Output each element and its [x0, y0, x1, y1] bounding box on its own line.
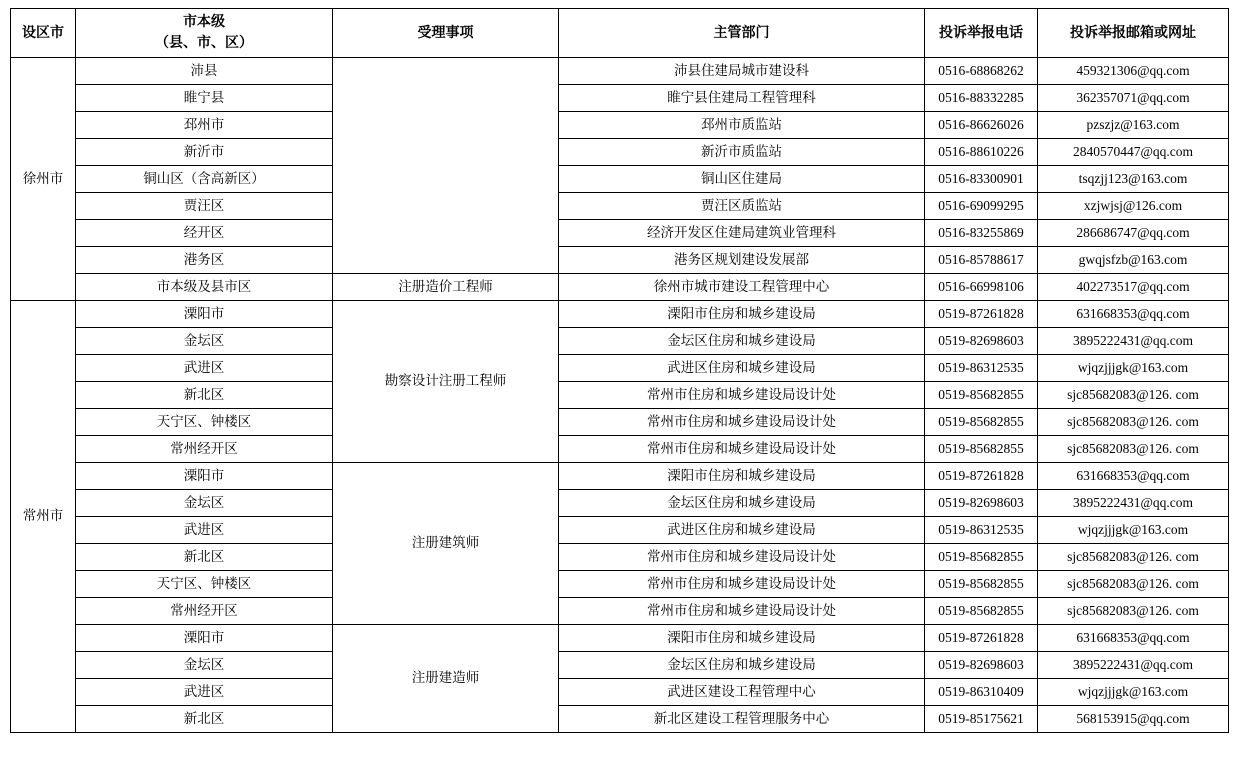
- dept-cell: 武进区住房和城乡建设局: [559, 355, 925, 382]
- email-cell: sjc85682083@126. com: [1038, 571, 1229, 598]
- matter-cell: 勘察设计注册工程师: [333, 301, 559, 463]
- area-cell: 溧阳市: [76, 625, 333, 652]
- table-row: [11, 301, 1229, 328]
- email-cell: sjc85682083@126. com: [1038, 409, 1229, 436]
- table-row: [11, 85, 1229, 112]
- dept-cell: 铜山区住建局: [559, 166, 925, 193]
- area-cell: 新沂市: [76, 139, 333, 166]
- phone-cell: 0519-85175621: [925, 706, 1038, 733]
- phone-cell: 0519-85682855: [925, 598, 1038, 625]
- city-cell-changzhou: 常州市: [11, 301, 76, 733]
- email-cell: 631668353@qq.com: [1038, 625, 1229, 652]
- dept-cell: 经济开发区住建局建筑业管理科: [559, 220, 925, 247]
- header-local-line2: （县、市、区）: [155, 36, 253, 51]
- phone-cell: 0519-85682855: [925, 544, 1038, 571]
- email-cell: gwqjsfzb@163.com: [1038, 247, 1229, 274]
- area-cell: 金坛区: [76, 490, 333, 517]
- city-cell-xuzhou: 徐州市: [11, 58, 76, 301]
- dept-cell: 武进区住房和城乡建设局: [559, 517, 925, 544]
- email-cell: sjc85682083@126. com: [1038, 598, 1229, 625]
- phone-cell: 0516-68868262: [925, 58, 1038, 85]
- email-cell: 459321306@qq.com: [1038, 58, 1229, 85]
- phone-cell: 0516-86626026: [925, 112, 1038, 139]
- dept-cell: 溧阳市住房和城乡建设局: [559, 625, 925, 652]
- dept-cell: 武进区建设工程管理中心: [559, 679, 925, 706]
- area-cell: 贾汪区: [76, 193, 333, 220]
- header-cell-matter: 受理事项: [333, 9, 559, 58]
- email-cell: wjqzjjjgk@163.com: [1038, 355, 1229, 382]
- area-cell: 沛县: [76, 58, 333, 85]
- phone-cell: 0519-82698603: [925, 328, 1038, 355]
- table-row: [11, 436, 1229, 463]
- phone-cell: 0519-87261828: [925, 301, 1038, 328]
- table-row: [11, 679, 1229, 706]
- area-cell: 武进区: [76, 679, 333, 706]
- area-cell: 金坛区: [76, 328, 333, 355]
- table-row: [11, 652, 1229, 679]
- table-row: [11, 58, 1229, 85]
- email-cell: 631668353@qq.com: [1038, 301, 1229, 328]
- dept-cell: 金坛区住房和城乡建设局: [559, 652, 925, 679]
- phone-cell: 0516-88610226: [925, 139, 1038, 166]
- email-cell: sjc85682083@126. com: [1038, 544, 1229, 571]
- phone-cell: 0519-82698603: [925, 490, 1038, 517]
- area-cell: 经开区: [76, 220, 333, 247]
- email-cell: 3895222431@qq.com: [1038, 328, 1229, 355]
- complaint-contact-table: [10, 8, 1229, 733]
- table-row: [11, 247, 1229, 274]
- table-row: [11, 274, 1229, 301]
- table-row: [11, 706, 1229, 733]
- header-row: [11, 9, 1229, 58]
- dept-cell: 常州市住房和城乡建设局设计处: [559, 409, 925, 436]
- area-cell: 天宁区、钟楼区: [76, 571, 333, 598]
- area-cell: 睢宁县: [76, 85, 333, 112]
- matter-cell: 注册建造师: [333, 625, 559, 733]
- area-cell: 武进区: [76, 517, 333, 544]
- header-cell-phone: 投诉举报电话: [925, 9, 1038, 58]
- phone-cell: 0516-85788617: [925, 247, 1038, 274]
- area-cell: 金坛区: [76, 652, 333, 679]
- table-row: [11, 166, 1229, 193]
- area-cell: 市本级及县市区: [76, 274, 333, 301]
- dept-cell: 港务区规划建设发展部: [559, 247, 925, 274]
- email-cell: 3895222431@qq.com: [1038, 490, 1229, 517]
- matter-cell: 注册造价工程师: [333, 274, 559, 301]
- table-row: [11, 517, 1229, 544]
- dept-cell: 溧阳市住房和城乡建设局: [559, 301, 925, 328]
- header-cell-department: 主管部门: [559, 9, 925, 58]
- email-cell: 286686747@qq.com: [1038, 220, 1229, 247]
- dept-cell: 徐州市城市建设工程管理中心: [559, 274, 925, 301]
- area-cell: 邳州市: [76, 112, 333, 139]
- table-row: [11, 571, 1229, 598]
- phone-cell: 0519-87261828: [925, 463, 1038, 490]
- email-cell: 402273517@qq.com: [1038, 274, 1229, 301]
- email-cell: 631668353@qq.com: [1038, 463, 1229, 490]
- header-cell-local: [76, 9, 333, 58]
- table-row: [11, 625, 1229, 652]
- area-cell: 天宁区、钟楼区: [76, 409, 333, 436]
- dept-cell: 常州市住房和城乡建设局设计处: [559, 436, 925, 463]
- table-row: [11, 355, 1229, 382]
- area-cell: 武进区: [76, 355, 333, 382]
- phone-cell: 0516-66998106: [925, 274, 1038, 301]
- table-row: [11, 112, 1229, 139]
- email-cell: pzszjz@163.com: [1038, 112, 1229, 139]
- email-cell: 568153915@qq.com: [1038, 706, 1229, 733]
- matter-cell-blank: [333, 58, 559, 274]
- email-cell: wjqzjjjgk@163.com: [1038, 517, 1229, 544]
- phone-cell: 0519-82698603: [925, 652, 1038, 679]
- table-row: [11, 193, 1229, 220]
- dept-cell: 常州市住房和城乡建设局设计处: [559, 382, 925, 409]
- header-local-line1: 市本级: [183, 15, 225, 30]
- dept-cell: 沛县住建局城市建设科: [559, 58, 925, 85]
- email-cell: 3895222431@qq.com: [1038, 652, 1229, 679]
- phone-cell: 0519-86312535: [925, 517, 1038, 544]
- phone-cell: 0519-85682855: [925, 382, 1038, 409]
- area-cell: 新北区: [76, 382, 333, 409]
- matter-cell: 注册建筑师: [333, 463, 559, 625]
- dept-cell: 常州市住房和城乡建设局设计处: [559, 544, 925, 571]
- table-row: [11, 490, 1229, 517]
- email-cell: sjc85682083@126. com: [1038, 382, 1229, 409]
- area-cell: 常州经开区: [76, 436, 333, 463]
- phone-cell: 0519-85682855: [925, 571, 1038, 598]
- area-cell: 铜山区（含高新区）: [76, 166, 333, 193]
- dept-cell: 金坛区住房和城乡建设局: [559, 490, 925, 517]
- table-row: [11, 544, 1229, 571]
- email-cell: sjc85682083@126. com: [1038, 436, 1229, 463]
- phone-cell: 0516-83255869: [925, 220, 1038, 247]
- phone-cell: 0519-85682855: [925, 436, 1038, 463]
- email-cell: 362357071@qq.com: [1038, 85, 1229, 112]
- area-cell: 新北区: [76, 544, 333, 571]
- email-cell: xzjwjsj@126.com: [1038, 193, 1229, 220]
- header-cell-email: 投诉举报邮箱或网址: [1038, 9, 1229, 58]
- dept-cell: 溧阳市住房和城乡建设局: [559, 463, 925, 490]
- table-row: [11, 598, 1229, 625]
- area-cell: 港务区: [76, 247, 333, 274]
- dept-cell: 睢宁县住建局工程管理科: [559, 85, 925, 112]
- dept-cell: 常州市住房和城乡建设局设计处: [559, 598, 925, 625]
- dept-cell: 贾汪区质监站: [559, 193, 925, 220]
- table-row: [11, 409, 1229, 436]
- email-cell: 2840570447@qq.com: [1038, 139, 1229, 166]
- phone-cell: 0519-87261828: [925, 625, 1038, 652]
- area-cell: 新北区: [76, 706, 333, 733]
- dept-cell: 金坛区住房和城乡建设局: [559, 328, 925, 355]
- email-cell: tsqzjj123@163.com: [1038, 166, 1229, 193]
- area-cell: 溧阳市: [76, 463, 333, 490]
- phone-cell: 0516-88332285: [925, 85, 1038, 112]
- dept-cell: 邳州市质监站: [559, 112, 925, 139]
- dept-cell: 新沂市质监站: [559, 139, 925, 166]
- area-cell: 溧阳市: [76, 301, 333, 328]
- table-row: [11, 382, 1229, 409]
- dept-cell: 常州市住房和城乡建设局设计处: [559, 571, 925, 598]
- header-cell-city: 设区市: [11, 9, 76, 58]
- table-row: [11, 220, 1229, 247]
- phone-cell: 0516-83300901: [925, 166, 1038, 193]
- phone-cell: 0519-86310409: [925, 679, 1038, 706]
- email-cell: wjqzjjjgk@163.com: [1038, 679, 1229, 706]
- dept-cell: 新北区建设工程管理服务中心: [559, 706, 925, 733]
- table-row: [11, 139, 1229, 166]
- phone-cell: 0519-85682855: [925, 409, 1038, 436]
- area-cell: 常州经开区: [76, 598, 333, 625]
- table-row: [11, 328, 1229, 355]
- phone-cell: 0516-69099295: [925, 193, 1038, 220]
- phone-cell: 0519-86312535: [925, 355, 1038, 382]
- table-row: [11, 463, 1229, 490]
